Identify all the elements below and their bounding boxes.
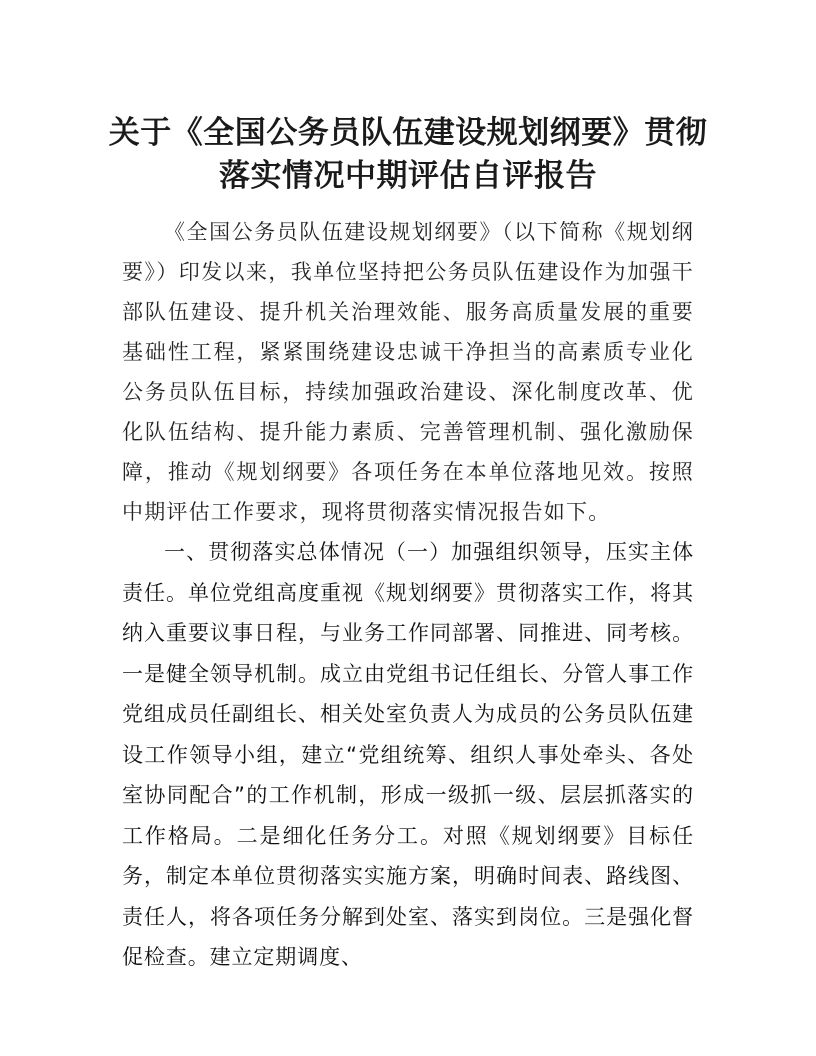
intro-paragraph: 《全国公务员队伍建设规划纲要》（以下简称《规划纲要》）印发以来，我单位坚持把公务员队伍建设作为加强干部队伍建设、提升机关治理效能、服务高质量发展的重要基础性工程，紧紧围绕建设忠诚干净担当的高素质专业化公务员队伍目标，持续加强政治建设、深化制度改革、优化队伍结构、提升能力素质、完善管理机制、强化激励保障，推动《规划纲要》各项任务在本单位落地见效。按照中期评估工作要求，现将贯彻落实情况报告如下。 [122,220,694,524]
title-line-2: 落实情况中期评估自评报告 [219,158,597,194]
section-one-paragraph: 一、贯彻落实总体情况（一）加强组织领导，压实主体责任。单位党组高度重视《规划纲要》贯彻落实工作，将其纳入重要议事日程，与业务工作同部署、同推进、同考核。一是健全领导机制。成立由党组书记任组长、分管人事工作党组成员任副组长、相关处室负责人为成员的公务员队伍建设工作领导小组，建立“党组统筹、组织人事处牵头、各处室协同配合”的工作机制，形成一级抓一级、层层抓落实的工作格局。二是细化任务分工。对照《规划纲要》目标任务，制定本单位贯彻落实实施方案，明确时间表、路线图、责任人，将各项任务分解到处室、落实到岗位。三是强化督促检查。建立定期调度、 [122,540,694,969]
document-title [100,112,716,198]
title-line-1: 关于《全国公务员队伍建设规划纲要》贯彻 [108,115,708,151]
